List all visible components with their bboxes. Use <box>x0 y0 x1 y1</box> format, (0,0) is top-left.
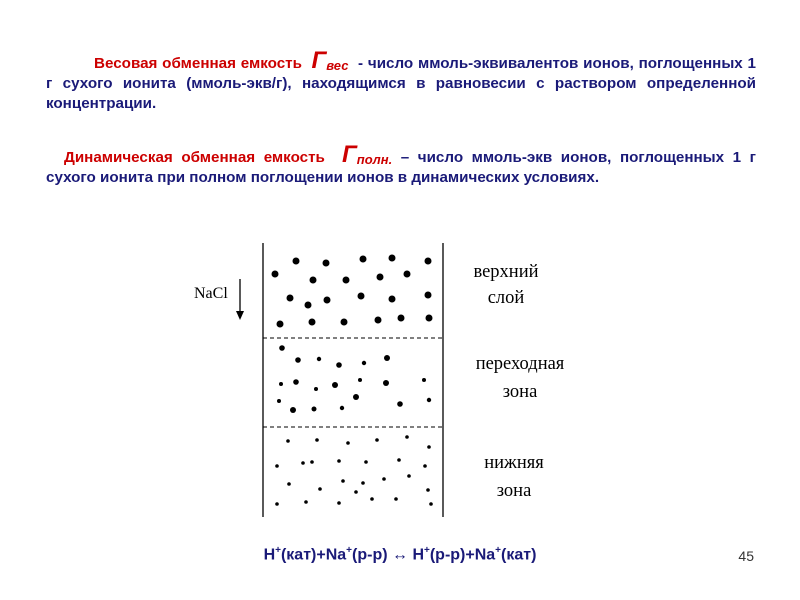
particle <box>323 260 330 267</box>
dynamic-capacity-term: Динамическая обменная емкость <box>64 149 325 166</box>
particle <box>382 477 386 481</box>
dynamic-capacity-text: – число ммоль-экв ионов, поглощенных 1 г сухого ионита при полном поглощении ионов в динамических условиях. <box>46 149 756 186</box>
particle <box>295 357 301 363</box>
zone-label-upper-line1: верхний <box>473 262 539 282</box>
particle <box>407 474 411 478</box>
particle <box>336 362 342 368</box>
eq-part: (р-р)+Na <box>429 546 496 564</box>
particle <box>426 488 430 492</box>
page-number: 45 <box>738 548 754 564</box>
particle <box>287 295 294 302</box>
particle <box>360 256 367 263</box>
eq-part: (кат)+Na <box>280 546 347 564</box>
particle <box>389 296 396 303</box>
particle <box>279 345 285 351</box>
particle <box>341 319 348 326</box>
eq-sup: + <box>495 545 502 556</box>
eq-sup: + <box>424 545 430 556</box>
particle <box>340 406 344 410</box>
weight-capacity-text: - число ммоль-эквивалентов ионов, поглощенных 1 г сухого ионита (ммоль-экв/г), находящимся в равновесии с раствором определенной концентрации. <box>46 55 756 112</box>
particle <box>361 481 365 485</box>
particle <box>397 458 401 462</box>
particle <box>301 461 305 465</box>
eq-part: H <box>263 546 276 564</box>
particle <box>375 317 382 324</box>
particle <box>310 460 314 464</box>
particle <box>314 387 318 391</box>
zone-label-upper-line2: слой <box>487 288 525 308</box>
particle <box>315 438 319 442</box>
particle <box>425 292 432 299</box>
particle <box>375 438 379 442</box>
ion-exchange-equation <box>0 545 800 564</box>
particle <box>389 255 396 262</box>
particle <box>426 315 433 322</box>
particle <box>286 439 290 443</box>
particle <box>317 357 321 361</box>
particle <box>275 502 279 506</box>
flow-arrow-down-icon <box>236 311 244 320</box>
particle <box>354 490 358 494</box>
particle <box>404 271 411 278</box>
particle <box>293 379 299 385</box>
particle <box>343 277 350 284</box>
zone-label-transition-line2: зона <box>502 382 538 402</box>
particle <box>341 479 345 483</box>
particle <box>275 464 279 468</box>
eq-part: (кат) <box>501 546 537 564</box>
particle <box>358 293 365 300</box>
particle <box>287 482 291 486</box>
eq-sup: + <box>275 545 281 556</box>
particle <box>304 500 308 504</box>
particle <box>384 355 390 361</box>
particle <box>318 487 322 491</box>
particle <box>324 297 331 304</box>
particle <box>370 497 374 501</box>
gamma-subscript: полн. <box>356 152 393 167</box>
particle <box>364 460 368 464</box>
particle <box>358 378 362 382</box>
particle <box>422 378 426 382</box>
gamma-subscript: вес <box>326 58 349 73</box>
particle <box>279 382 283 386</box>
particle <box>312 407 317 412</box>
particle <box>397 401 403 407</box>
zone-label-lower-line2: зона <box>496 481 532 501</box>
particle <box>277 399 281 403</box>
zone-label-lower-line1: нижняя <box>484 453 544 473</box>
particle <box>377 274 384 281</box>
particle <box>290 407 296 413</box>
particle <box>394 497 398 501</box>
particle <box>277 321 284 328</box>
eq-sup: + <box>346 545 353 556</box>
particle <box>310 277 317 284</box>
particle <box>305 302 312 309</box>
particle <box>427 398 431 402</box>
nacl-label: NaCl <box>194 285 228 302</box>
particle <box>398 315 405 322</box>
particles-transition-zone <box>277 345 431 413</box>
particle <box>346 441 350 445</box>
particles-lower-zone <box>275 435 433 506</box>
gamma-symbol: Г <box>311 47 327 74</box>
particle <box>337 501 341 505</box>
particles-upper-layer <box>272 255 433 328</box>
particle <box>353 394 359 400</box>
particle <box>405 435 409 439</box>
particle <box>429 502 433 506</box>
gamma-symbol: Г <box>342 141 357 168</box>
particle <box>383 380 389 386</box>
particle <box>423 464 427 468</box>
particle <box>272 271 279 278</box>
particle <box>425 258 432 265</box>
particle <box>332 382 338 388</box>
particle <box>362 361 366 365</box>
particle <box>293 258 300 265</box>
particle <box>309 319 316 326</box>
particle <box>337 459 341 463</box>
eq-part: (р-р) ↔ H <box>352 546 424 564</box>
weight-capacity-term: Весовая обменная емкость <box>94 55 302 72</box>
particle <box>427 445 431 449</box>
zone-label-transition-line1: переходная <box>475 354 565 374</box>
